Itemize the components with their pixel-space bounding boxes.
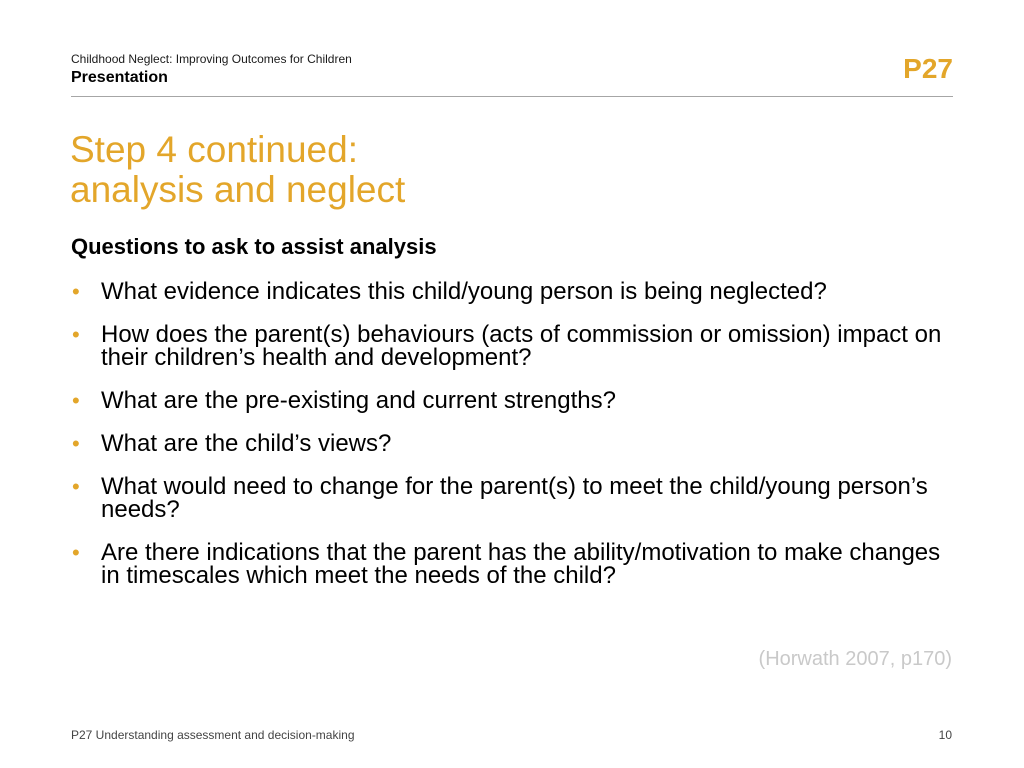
bullet-dot-icon: • — [72, 322, 80, 347]
question-text: What are the child’s views? — [101, 430, 392, 457]
footer-label: P27 Understanding assessment and decision-making — [71, 728, 355, 742]
question-item — [71, 541, 951, 587]
section-subheading: Questions to ask to assist analysis — [71, 234, 437, 259]
slide-title-line-2: analysis and neglect — [70, 169, 406, 210]
bullet-dot-icon: • — [72, 540, 80, 565]
question-item — [71, 389, 951, 412]
bullet-dot-icon: • — [72, 388, 80, 413]
module-code: P27 — [903, 53, 953, 84]
page-number: 10 — [938, 728, 952, 742]
question-text: What are the pre-existing and current strengths? — [101, 387, 616, 414]
header-subtitle: Childhood Neglect: Improving Outcomes for Children — [71, 52, 352, 66]
bullet-dot-icon: • — [72, 279, 80, 304]
citation: (Horwath 2007, p170) — [758, 648, 952, 670]
bullet-dot-icon: • — [72, 474, 80, 499]
bullet-dot-icon: • — [72, 431, 80, 456]
question-item — [71, 280, 951, 303]
question-text: How does the parent(s) behaviours (acts of commission or omission) impact on their children’s health and development? — [101, 321, 942, 371]
question-text: What evidence indicates this child/young person is being neglected? — [101, 278, 827, 305]
question-item — [71, 432, 951, 455]
header-title: Presentation — [71, 69, 168, 86]
question-text: Are there indications that the parent has the ability/motivation to make changes in timescales which meet the needs of the child? — [101, 539, 941, 589]
slide-title — [70, 130, 405, 210]
slide-header — [71, 50, 953, 97]
question-item — [71, 475, 951, 521]
question-text: What would need to change for the parent(s) to meet the child/young person’s needs? — [101, 473, 928, 523]
slide-title-line-1: Step 4 continued: — [70, 129, 358, 170]
question-list — [71, 280, 951, 607]
question-item — [71, 323, 951, 369]
